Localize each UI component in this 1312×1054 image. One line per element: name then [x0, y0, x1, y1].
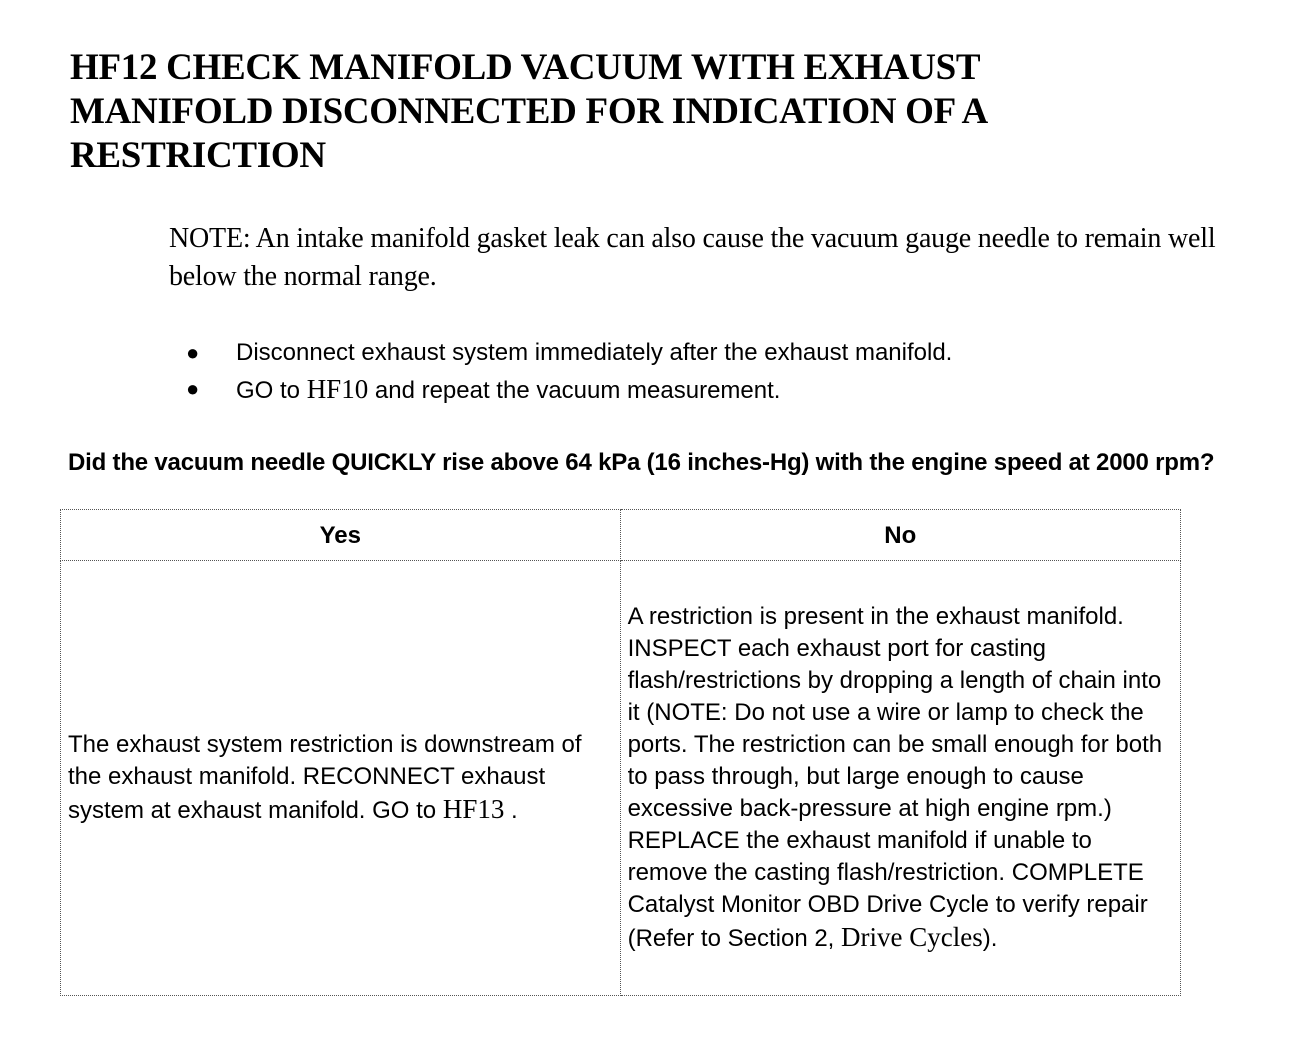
no-header: No	[620, 510, 1180, 561]
bullet-icon: ●	[186, 376, 200, 401]
note-text: NOTE: An intake manifold gasket leak can also cause the vacuum gauge needle to remain well below the normal range.	[169, 223, 1216, 292]
no-cell-suffix: ).	[982, 925, 998, 952]
step-text: Disconnect exhaust system immediately after the exhaust manifold.	[236, 339, 953, 366]
step-suffix: and repeat the vacuum measurement.	[368, 377, 781, 404]
step-prefix: GO to	[236, 377, 307, 404]
yes-cell	[61, 561, 621, 996]
yes-cell-text: The exhaust system restriction is downstream of the exhaust manifold. RECONNECT exhaust system at exhaust manifold. GO to	[68, 731, 582, 824]
table-row	[61, 561, 1181, 996]
hf13-link[interactable]: HF13	[442, 794, 505, 824]
no-cell	[620, 561, 1180, 996]
drive-cycles-link[interactable]: Drive Cycles	[841, 922, 983, 952]
hf10-link[interactable]: HF10	[306, 374, 369, 404]
page-title: HF12 CHECK MANIFOLD VACUUM WITH EXHAUST MANIFOLD DISCONNECTED FOR INDICATION OF A RESTRICTION	[70, 47, 986, 176]
no-cell-text: A restriction is present in the exhaust manifold. INSPECT each exhaust port for casting flash/restrictions by dropping a length of chain into it (NOTE: Do not use a wire or lamp to check the ports. The restriction can be small enough for both to pass through, but large enough to cause excessive back-pressure at high engine rpm.) REPLACE the exhaust manifold if unable to remove the casting flash/restriction. COMPLETE Catalyst Monitor OBD Drive Cycle to verify repair (Refer to Section 2,	[627, 603, 1163, 952]
question-text: Did the vacuum needle QUICKLY rise above 64 kPa (16 inches-Hg) with the engine speed at 2000 rpm?	[68, 449, 1215, 476]
bullet-icon: ●	[186, 340, 200, 365]
list-item	[186, 335, 952, 371]
list-item	[186, 371, 952, 409]
decision-table	[60, 509, 1181, 996]
step-list	[186, 335, 952, 409]
yes-cell-suffix: .	[504, 797, 518, 824]
yes-header: Yes	[61, 510, 621, 561]
header-row	[61, 510, 1181, 561]
